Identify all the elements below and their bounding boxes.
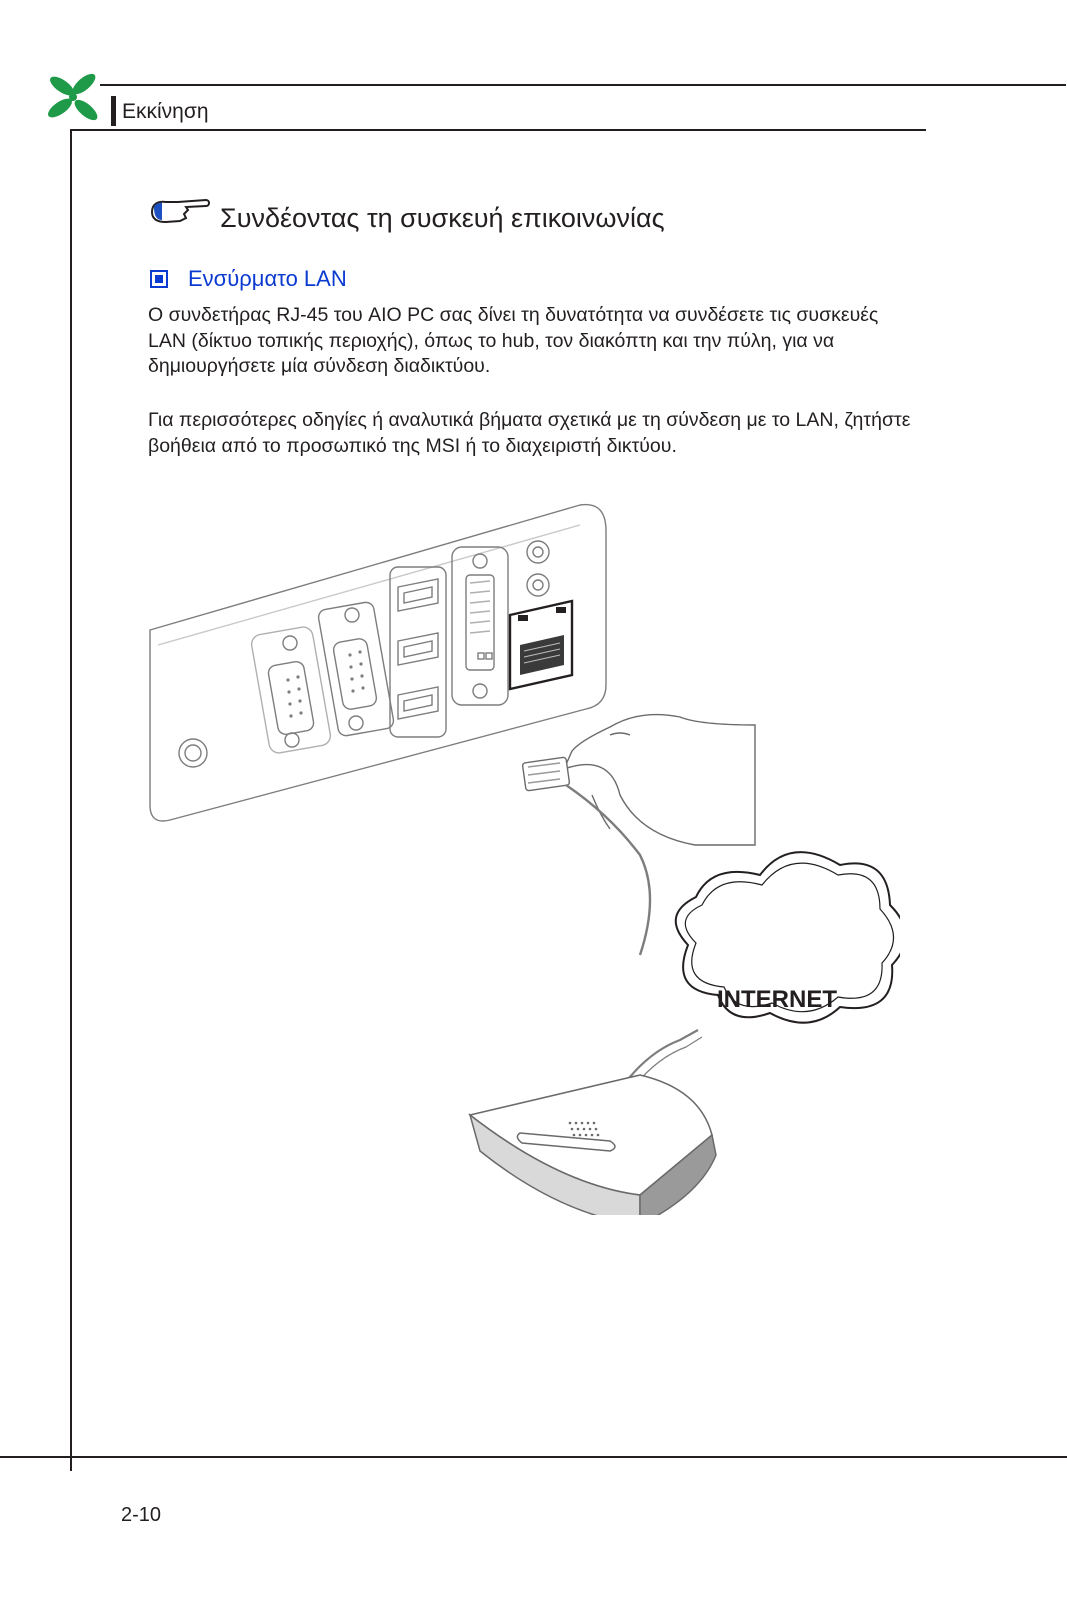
left-margin-rule [70, 129, 72, 1471]
footer-rule [0, 1456, 1067, 1458]
router-device-icon [470, 1075, 716, 1215]
rj45-lan-port [510, 601, 572, 689]
body-paragraph: Ο συνδετήρας RJ-45 του AIO PC σας δίνει τη δυνατότητα να συνδέσετε τις συσκευές LAN (δίκτυο τοπικής περιοχής), όπως το hub, τον διακόπτη και την πύλη, για να δημιουργήσετε μία σύνδεση διαδικτύου. [148, 304, 879, 377]
chapter-title: Εκκίνηση [122, 100, 209, 123]
subsection-title: Ενσύρματο LAN [188, 266, 347, 291]
bullet-square-icon [150, 270, 168, 288]
pointing-hand-icon [148, 196, 212, 226]
page-number: 2-10 [121, 1504, 162, 1526]
header-bottom-rule [70, 129, 926, 131]
clover-logo-icon [40, 68, 108, 128]
internet-label: INTERNET [717, 986, 837, 1013]
header-bar-marker [111, 96, 116, 126]
section-title: Συνδέοντας τη συσκευή επικοινωνίας [220, 203, 665, 233]
header-top-rule [100, 84, 1066, 86]
body-paragraph: Για περισσότερες οδηγίες ή αναλυτικά βήματα σχετικά με τη σύνδεση με το LAN, ζητήστε βοήθεια από το προσωπικό της MSI ή το διαχειριστή δικτύου. [148, 409, 911, 457]
lan-connection-illustration [140, 495, 900, 1215]
